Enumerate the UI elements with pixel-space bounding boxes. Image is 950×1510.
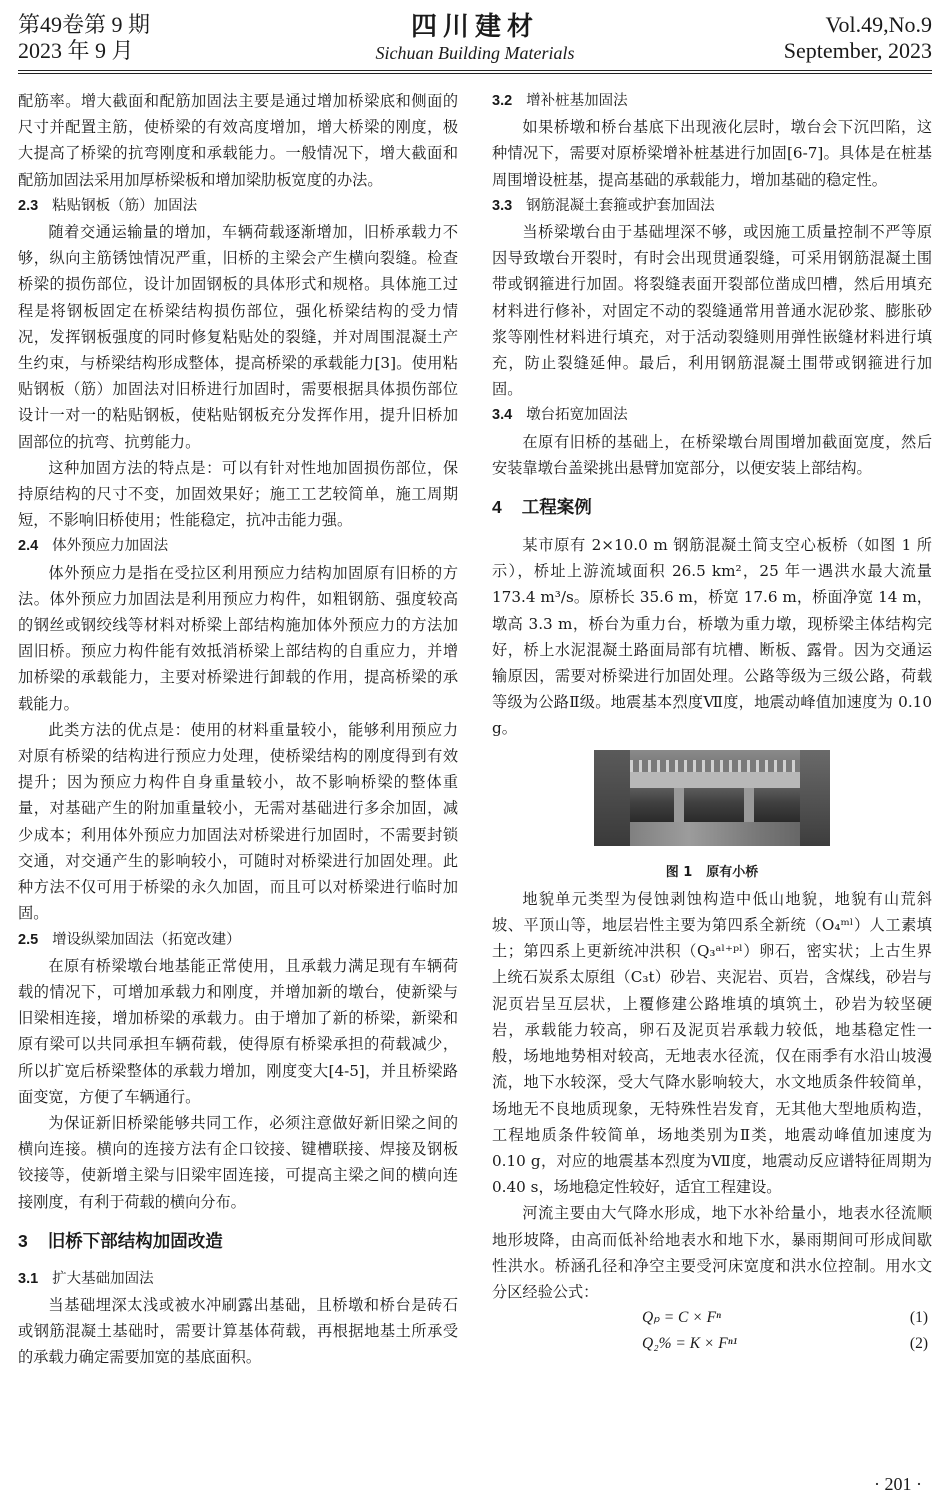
- date-cn: 2023 年 9 月: [18, 38, 134, 63]
- volume-issue-en: Vol.49,No.9: [825, 12, 932, 37]
- section-number: 3.3: [492, 197, 513, 214]
- left-column: [18, 88, 458, 1371]
- section-title: 增设纵梁加固法（拓宽改建）: [52, 931, 241, 948]
- equation-number: (1): [909, 1309, 928, 1327]
- section-heading-3-4: [492, 402, 932, 428]
- section-heading-3-2: [492, 88, 932, 114]
- journal-logo: 四川建材: [410, 12, 539, 42]
- volume-issue-cn: 第49卷第 9 期: [18, 12, 151, 37]
- header-rule-second: [18, 73, 932, 74]
- paragraph: 某市原有 2×10.0 m 钢筋混凝土简支空心板桥（如图 1 所示），桥址上游流域面积 26.5 km²，25 年一遇洪水最大流量 173.4 m³/s。原桥长 35.6 m，桥宽 17.6 m，桥面净宽 14 m，墩高 3.3 m，桥台为重力台，桥墩为重力墩，现桥梁主体结构完好，桥上水泥混凝土路面局部有坑槽、断板、露骨。因为交通运输原因，需要对桥梁进行加固处理。公路等级为三级公路，荷载等级为公路Ⅱ级。地震基本烈度Ⅶ度，地震动峰值加速度为 0.10 g。: [492, 536, 932, 738]
- section-title: 粘贴钢板（筋）加固法: [52, 197, 198, 214]
- figure-label: 图 1: [665, 864, 693, 880]
- section-number: 3.2: [492, 93, 513, 109]
- figure-caption: [492, 860, 932, 886]
- section-title: 工程案例: [521, 498, 592, 519]
- equation-expression: Qₚ = C × Fⁿ: [642, 1309, 721, 1327]
- equation-number: (2): [909, 1335, 928, 1353]
- section-number: 2.4: [18, 538, 39, 555]
- bridge-pier: [674, 788, 684, 822]
- section-heading-2-4: [18, 533, 458, 559]
- paragraph: 随着交通运输量的增加，车辆荷载逐渐增加，旧桥承载力不够，纵向主筋锈蚀情况严重，旧桥的主梁会产生横向裂缝。检查桥梁的损伤部位，设计加固钢板的具体形式和规格。具体施工过程是将钢板固定在桥梁结构损伤部位，强化桥梁结构的受力情况，发挥钢板强度的同时修复粘贴处的裂缝，并对周围混凝土产生约束，与桥梁结构形成整体，提高桥梁的承载能力[3]。使用粘贴钢板（筋）加固法对旧桥进行加固时，需要根据具体损伤部位设计一对一的粘贴钢板，使粘贴钢板充分发挥作用，提升旧桥加固部位的抗弯、抗剪能力。: [18, 223, 458, 451]
- section-number: 3.1: [18, 1270, 39, 1287]
- bridge-pier: [744, 788, 754, 822]
- equation-expression: Q₂% = K × Fⁿ¹: [642, 1335, 738, 1353]
- paragraph: 这种加固方法的特点是：可以有针对性地加固损伤部位，保持原结构的尺寸不变，加固效果好；施工工艺较简单，施工周期短，不影响旧桥使用；性能稳定，抗冲击能力强。: [18, 458, 458, 530]
- paragraph: 配筋率。增大截面和配筋加固法主要是通过增加桥梁底和侧面的尺寸并配置主筋，使桥梁的有效高度增加，增大桥梁的刚度，极大提高了桥梁的抗弯刚度和承载能力。一般情况下，增大截面和配筋加固法采用加厚桥梁板和增加梁肋板宽度的办法。: [18, 92, 458, 189]
- section-number: 2.5: [18, 931, 39, 948]
- section-heading-2-5: [18, 927, 458, 953]
- paragraph: 地貌单元类型为侵蚀剥蚀构造中低山地貌，地貌有山荒斜坡、平顶山等，地层岩性主要为第四系全新统（O₄ᵐˡ）人工素填土；第四系上更新统冲洪积（Q₃ᵃˡ⁺ᵖˡ）卵石，密实状；上古生界上统石炭系太原组（C₃t）砂岩、夹泥岩、页岩，含煤线，砂岩与泥页岩呈互层状，上覆修建公路堆填的填筑土，砂岩为较坚硬岩，承载能力较高，卵石及泥页岩承载力较低，地基稳定性一般，场地地势相对较高，无地表水径流，仅在雨季有水沿山坡漫流，地下水较深，受大气降水影响较大，水文地质条件较简单，场地无不良地质现象，无特殊性岩发育，无其他大型地质构造，工程地质条件较简单，场地类别为Ⅱ类，地震动峰值加速度为 0.10 g，对应的地震基本烈度为Ⅶ度，地震动反应谱特征周期为 0.40 s，场地稳定性较好，适宜工程建设。: [492, 889, 932, 1197]
- figure-title: 原有小桥: [706, 864, 759, 880]
- section-title: 旧桥下部结构加固改造: [47, 1231, 223, 1252]
- paragraph: 河流主要由大气降水形成，地下水补给量小，地表水径流顺地形坡降，由高而低补给地表水和地下水，暴雨期间可形成间歇性洪水。桥涵孔径和净空主要受河床宽度和洪水位控制。用水文分区经验公式：: [492, 1204, 932, 1301]
- section-number: 2.3: [18, 197, 39, 214]
- section-number: 4: [492, 497, 502, 518]
- paragraph: 如果桥墩和桥台基底下出现液化层时，墩台会下沉凹陷，这种情况下，需要对原桥梁增补桩基进行加固[6-7]。具体是在桩基周围增设桩基，提高基础的承载能力，增加基础的稳定性。: [492, 118, 932, 189]
- section-number: 3.4: [492, 407, 513, 424]
- date-en: September, 2023: [783, 38, 932, 63]
- equation-1: [492, 1305, 932, 1331]
- section-heading-3: [18, 1227, 458, 1256]
- right-column: [492, 88, 932, 1357]
- page-number: · 201 ·: [874, 1474, 922, 1494]
- section-heading-3-1: [18, 1266, 458, 1292]
- paragraph: 在原有桥梁墩台地基能正常使用，且承载力满足现有车辆荷载的情况下，可增加承载力和刚度，并增加新的墩台，使新梁与旧梁相连接，增加桥梁的承载力。由于增加了新的桥梁，新梁和原有梁可以共同承担车辆荷载，使得原有桥梁承担的荷载减少，所以扩宽后桥梁整体的承载力增加，刚度变大[4-5]，并且桥梁路面变宽，方便了车辆通行。: [18, 956, 458, 1106]
- paragraph: 在原有旧桥的基础上，在桥梁墩台周围增加截面宽度，然后安装靠墩台盖梁挑出悬臂加宽部分，以便安装上部结构。: [492, 432, 932, 477]
- figure-1: [492, 750, 932, 886]
- section-title: 扩大基础加固法: [52, 1270, 154, 1287]
- equation-2: [492, 1331, 932, 1357]
- journal-name-en: Sichuan Building Materials: [375, 43, 575, 63]
- section-title: 体外预应力加固法: [52, 538, 169, 555]
- paragraph: 为保证新旧桥梁能够共同工作，必须注意做好新旧梁之间的横向连接。横向的连接方法有企口铰接、键槽联接、焊接及钢板铰接等，使新增主梁与旧梁牢固连接，可提高主梁之间的横向连接刚度，有利于荷载的横向分布。: [18, 1113, 458, 1211]
- vegetation-left: [594, 750, 630, 846]
- paragraph: 此类方法的优点是：使用的材料重量较小，能够利用预应力对原有桥梁的结构进行预应力处理，使桥梁结构的刚度得到有效提升；因为预应力构件自身重量较小，故不影响桥梁的整体重量，对基础产生的附加重量较小，无需对基础进行多余加固，减少成本；利用体外预应力加固法对桥梁进行加固时，不需要封锁交通，对交通产生的影响较小，可随时对桥梁进行加固处理。此种方法不仅可用于桥梁的永久加固，而且可以对桥梁进行临时加固。: [18, 720, 458, 923]
- section-title: 增补桩基加固法: [526, 93, 628, 109]
- section-heading-2-3: [18, 193, 458, 219]
- page-header: [18, 12, 932, 72]
- section-number: 3: [18, 1230, 28, 1251]
- section-title: 墩台拓宽加固法: [526, 407, 628, 424]
- section-heading-3-3: [492, 193, 932, 219]
- header-right: [784, 12, 932, 64]
- vegetation-right: [800, 750, 830, 846]
- paragraph: 当桥梁墩台由于基础埋深不够，或因施工质量控制不严等原因导致墩台开裂时，有时会出现贯通裂缝，可采用钢筋混凝土围带或钢箍进行加固。将裂缝表面开裂部位凿成凹槽，然后用填充材料进行修补，对固定不动的裂缝通常用普通水泥砂浆、膨胀砂浆等刚性材料进行填充，对于活动裂缝则用弹性嵌缝材料进行填充，防止裂缝延伸。最后，利用钢筋混凝土围带或钢箍进行加固。: [492, 223, 932, 399]
- paragraph: 体外预应力是指在受拉区利用预应力结构加固原有旧桥的方法。体外预应力加固法是利用预应力构件，如粗钢筋、强度较高的钢丝或钢绞线等材料对桥梁上部结构施加体外预应力的方法加固旧桥。预应力构件能有效抵消桥梁上部结构的自重应力，并增加桥梁的承载能力，主要对桥梁进行卸载的作用，提高桥梁的承载能力。: [18, 563, 458, 713]
- bridge-photo: [594, 750, 830, 846]
- header-rule: [18, 70, 932, 71]
- paragraph: 当基础埋深太浅或被水冲刷露出基础，且桥墩和桥台是砖石或钢筋混凝土基础时，需要计算基体荷载，再根据地基土所承受的承载力确定需要加宽的基底面积。: [18, 1295, 458, 1367]
- section-title: 钢筋混凝土套箍或护套加固法: [526, 197, 715, 214]
- section-heading-4: [492, 493, 932, 522]
